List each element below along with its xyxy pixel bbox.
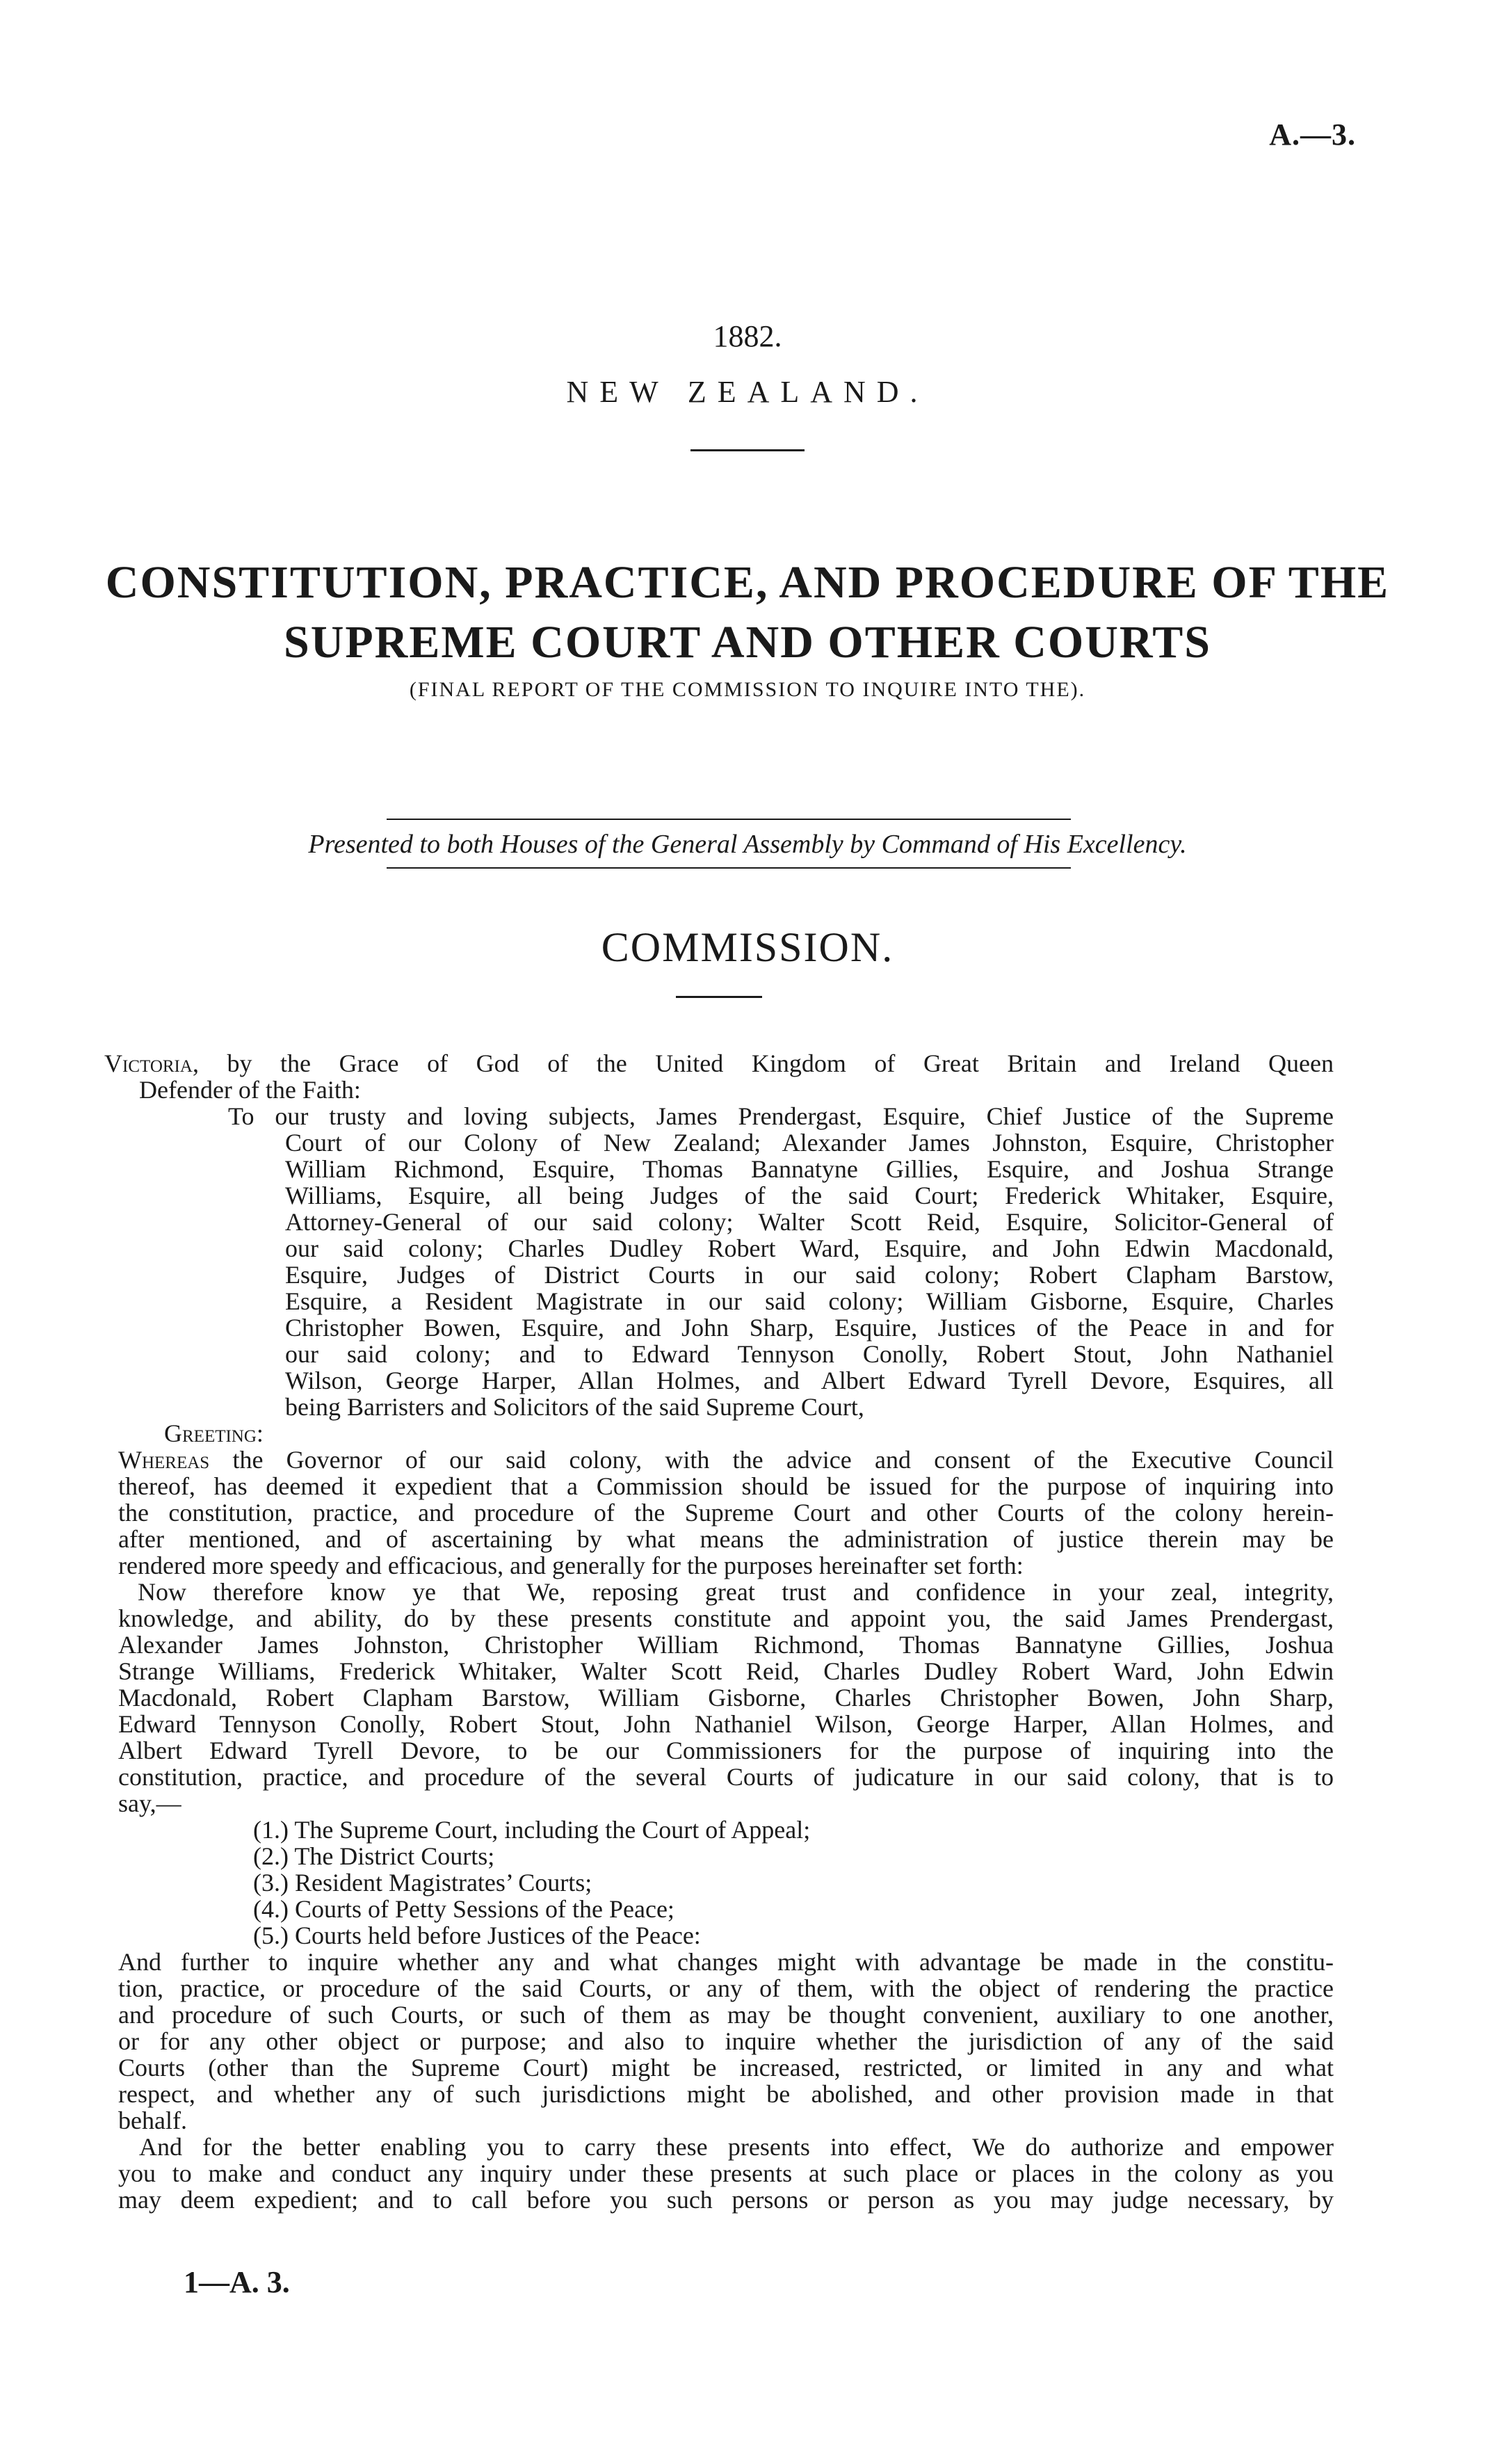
further-line: respect, and whether any of such jurisdictions might be abolished, and other provision made in that <box>118 2080 1334 2108</box>
now-therefore-line: Edward Tennyson Conolly, Robert Stout, John Nathaniel Wilson, George Harper, Allan Holmes, and <box>118 1710 1334 1738</box>
further-line: or for any other object or purpose; and also to inquire whether the jurisdiction of any of the said <box>118 2027 1334 2055</box>
court-list-item: (3.) Resident Magistrates’ Courts; <box>253 1869 592 1897</box>
now-therefore-line: Alexander James Johnston, Christopher William Richmond, Thomas Bannatyne Gillies, Joshua <box>118 1631 1334 1659</box>
whereas-line: rendered more speedy and efficacious, and generally for the purposes hereinafter set forth: <box>118 1552 1024 1579</box>
presented-rule-bottom <box>387 867 1071 869</box>
further-line: And further to inquire whether any and what changes might with advantage be made in the constitu- <box>118 1948 1334 1976</box>
addressee-line: Esquire, a Resident Magistrate in our said colony; William Gisborne, Esquire, Charles <box>285 1287 1334 1315</box>
court-list-item: (2.) The District Courts; <box>253 1842 495 1870</box>
victoria-initial: Victoria <box>104 1049 193 1077</box>
addressee-line: Wilson, George Harper, Allan Holmes, and Albert Edward Tyrell Devore, Esquires, all <box>285 1367 1334 1394</box>
further-line: tion, practice, or procedure of the said Courts, or any of them, with the object of rendering the practice <box>118 1974 1334 2002</box>
addressee-line: To our trusty and loving subjects, James Prendergast, Esquire, Chief Justice of the Supreme <box>228 1102 1334 1130</box>
commission-rule <box>676 996 762 998</box>
divider-rule <box>690 449 805 451</box>
now-therefore-line: Now therefore know ye that We, reposing great trust and confidence in your zeal, integrity, <box>138 1578 1334 1606</box>
addressee-line: our said colony; and to Edward Tennyson Conolly, Robert Stout, John Nathaniel <box>285 1340 1334 1368</box>
court-list-item: (5.) Courts held before Justices of the Peace: <box>253 1922 701 1949</box>
victoria-rest: , by the Grace of God of the United Kingdom of Great Britain and Ireland Queen <box>192 1049 1334 1077</box>
report-subtitle: (FINAL REPORT OF THE COMMISSION TO INQUIRE INTO THE). <box>409 678 1086 701</box>
presented-rule-top <box>387 819 1071 820</box>
presented-line: Presented to both Houses of the General Assembly by Command of His Excellency. <box>308 830 1187 859</box>
better-line: you to make and conduct any inquiry under these presents at such place or places in the colony as you <box>118 2159 1334 2187</box>
year: 1882. <box>713 319 782 353</box>
greeting: Greeting: <box>164 1419 264 1447</box>
document-reference: A.—3. <box>1269 118 1356 152</box>
addressee-line: William Richmond, Esquire, Thomas Bannatyne Gillies, Esquire, and Joshua Strange <box>285 1155 1334 1183</box>
report-title-line-1: CONSTITUTION, PRACTICE, AND PROCEDURE OF THE <box>105 557 1390 608</box>
further-line: and procedure of such Courts, or such of them as may be thought convenient, auxiliary to one another, <box>118 2001 1334 2029</box>
court-list-item: (1.) The Supreme Court, including the Court of Appeal; <box>253 1816 811 1844</box>
better-line: may deem expedient; and to call before you such persons or person as you may judge necessary, by <box>118 2186 1334 2214</box>
whereas-line: the constitution, practice, and procedure of the Supreme Court and other Courts of the colony herein- <box>118 1499 1334 1527</box>
report-title-line-2: SUPREME COURT AND OTHER COURTS <box>284 617 1211 668</box>
further-line: behalf. <box>118 2107 187 2134</box>
whereas-initial: Whereas <box>118 1446 210 1474</box>
now-therefore-line: Strange Williams, Frederick Whitaker, Walter Scott Reid, Charles Dudley Robert Ward, John Edwin <box>118 1657 1334 1685</box>
addressee-line: Court of our Colony of New Zealand; Alexander James Johnston, Esquire, Christopher <box>285 1129 1334 1157</box>
whereas-line: after mentioned, and of ascertaining by what means the administration of justice therein may be <box>118 1525 1334 1553</box>
now-therefore-line: say,— <box>118 1789 181 1817</box>
whereas-rest: the Governor of our said colony, with the advice and consent of the Executive Council <box>209 1446 1334 1474</box>
addressee-line: Christopher Bowen, Esquire, and John Sharp, Esquire, Justices of the Peace in and for <box>285 1314 1334 1342</box>
now-therefore-line: constitution, practice, and procedure of the several Courts of judicature in our said colony, that is to <box>118 1763 1334 1791</box>
better-line: And for the better enabling you to carry these presents into effect, We do authorize and empower <box>139 2133 1334 2161</box>
court-list-item: (4.) Courts of Petty Sessions of the Peace; <box>253 1895 674 1923</box>
further-line: Courts (other than the Supreme Court) might be increased, restricted, or limited in any and what <box>118 2054 1334 2081</box>
victoria-line <box>104 1050 1334 1077</box>
defender-line: Defender of the Faith: <box>139 1076 361 1104</box>
commission-heading: COMMISSION. <box>601 924 894 970</box>
country-heading: NEW ZEALAND. <box>566 375 929 409</box>
whereas-line <box>118 1447 1334 1473</box>
whereas-line: thereof, has deemed it expedient that a Commission should be issued for the purpose of inquiring into <box>118 1472 1334 1500</box>
page-reference: 1—A. 3. <box>184 2265 290 2299</box>
now-therefore-line: Macdonald, Robert Clapham Barstow, William Gisborne, Charles Christopher Bowen, John Sharp, <box>118 1684 1334 1712</box>
addressee-line: Attorney-General of our said colony; Walter Scott Reid, Esquire, Solicitor-General of <box>285 1208 1334 1236</box>
addressee-line: our said colony; Charles Dudley Robert Ward, Esquire, and John Edwin Macdonald, <box>285 1234 1334 1262</box>
now-therefore-line: Albert Edward Tyrell Devore, to be our Commissioners for the purpose of inquiring into the <box>118 1737 1334 1764</box>
addressee-line: being Barristers and Solicitors of the said Supreme Court, <box>285 1393 864 1421</box>
addressee-line: Williams, Esquire, all being Judges of the said Court; Frederick Whitaker, Esquire, <box>285 1182 1334 1209</box>
addressee-line: Esquire, Judges of District Courts in our said colony; Robert Clapham Barstow, <box>285 1261 1334 1289</box>
now-therefore-line: knowledge, and ability, do by these presents constitute and appoint you, the said James Prendergast, <box>118 1604 1334 1632</box>
